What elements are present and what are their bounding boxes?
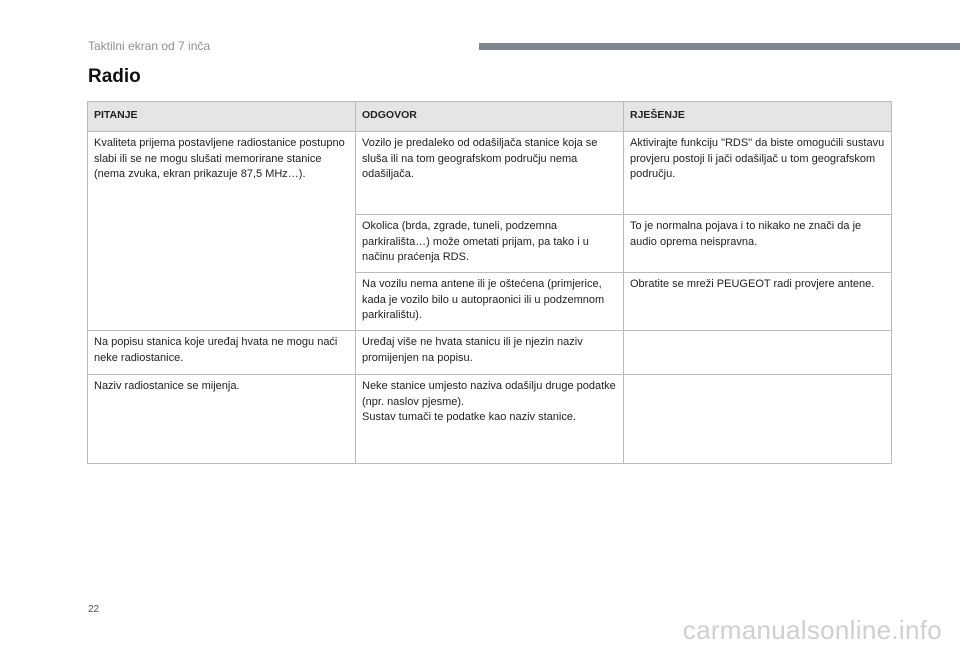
table-row (88, 132, 892, 215)
troubleshooting-table (87, 101, 892, 464)
question-cell: Na popisu stanica koje uređaj hvata ne mogu naći neke radiostanice. (88, 331, 356, 375)
column-header-question: PITANJE (88, 102, 356, 132)
answer-cell: Na vozilu nema antene ili je oštećena (primjerice, kada je vozilo bilo u autopraonici ili u podzemnom parkiralištu). (356, 273, 624, 331)
answer-cell: Okolica (brda, zgrade, tuneli, podzemna parkirališta…) može ometati prijam, pa tako i u načinu praćenja RDS. (356, 215, 624, 273)
answer-line: Sustav tumači te podatke kao naziv stanice. (362, 411, 577, 423)
solution-cell: Obratite se mreži PEUGEOT radi provjere antene. (624, 273, 892, 331)
question-cell: Naziv radiostanice se mijenja. (88, 375, 356, 464)
table-row (88, 331, 892, 375)
answer-cell: Uređaj više ne hvata stanicu ili je njezin naziv promijenjen na popisu. (356, 331, 624, 375)
solution-cell (624, 331, 892, 375)
page-number: 22 (88, 604, 100, 615)
solution-cell: To je normalna pojava i to nikako ne znači da je audio oprema neispravna. (624, 215, 892, 273)
section-title: Radio (88, 66, 141, 87)
header-bar (479, 43, 960, 50)
page-header-title: Taktilni ekran od 7 inča (88, 39, 211, 53)
solution-cell: Aktivirajte funkciju "RDS" da biste omogućili sustavu provjeru postoji li jači odašiljač u tom geografskom području. (624, 132, 892, 215)
answer-cell (356, 375, 624, 464)
watermark: carmanualsonline.info (682, 615, 942, 645)
table-header-row (88, 102, 892, 132)
question-cell: Kvaliteta prijema postavljene radiostanice postupno slabi ili se ne mogu slušati memorirane stanice (nema zvuka, ekran prikazuje 87,5 MHz…). (88, 132, 356, 331)
table-row (88, 375, 892, 464)
answer-cell: Vozilo je predaleko od odašiljača stanice koja se sluša ili na tom geografskom području nema odašiljača. (356, 132, 624, 215)
answer-line: Neke stanice umjesto naziva odašilju druge podatke (npr. naslov pjesme). (362, 380, 616, 408)
column-header-solution: RJEŠENJE (624, 102, 892, 132)
solution-cell (624, 375, 892, 464)
column-header-answer: ODGOVOR (356, 102, 624, 132)
